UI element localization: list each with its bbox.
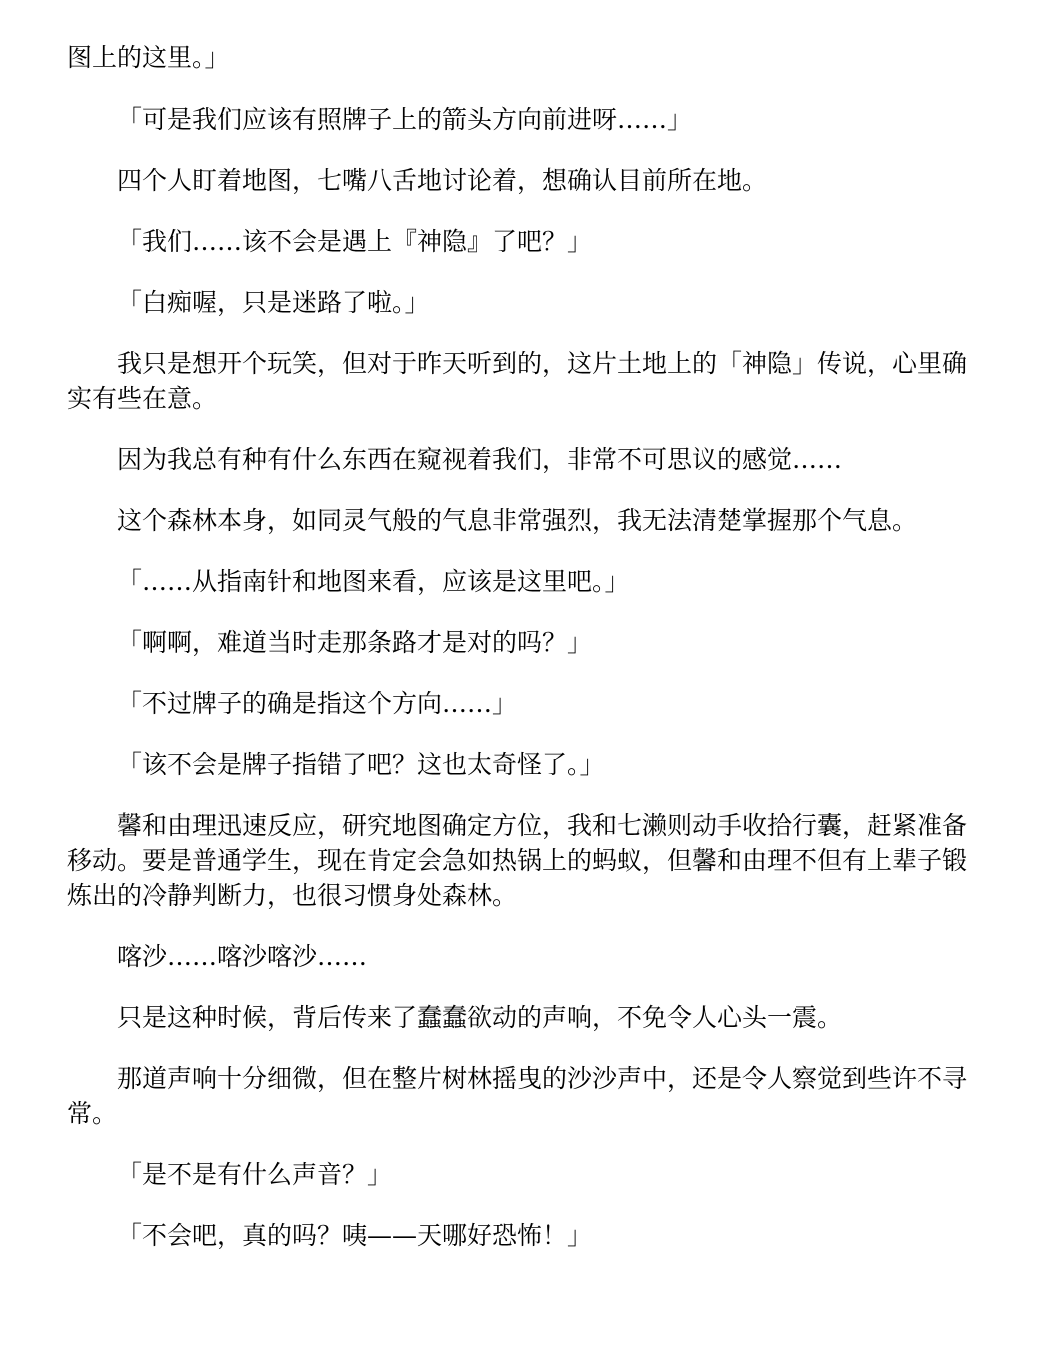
paragraph: 因为我总有种有什么东西在窥视着我们，非常不可思议的感觉…… [117,445,843,474]
paragraph: 「……从指南针和地图来看，应该是这里吧。」 [117,567,630,596]
paragraph: 「可是我们应该有照牌子上的箭头方向前进呀……」 [117,105,693,134]
paragraph: 图上的这里。」 [67,43,230,72]
paragraph: 只是这种时候，背后传来了蠢蠢欲动的声响，不免令人心头一震。 [117,1003,843,1032]
paragraph: 「是不是有什么声音？」 [117,1160,393,1189]
paragraph: 「该不会是牌子指错了吧？这也太奇怪了。」 [117,750,605,779]
paragraph: 那道声响十分细微，但在整片树林摇曳的沙沙声中，还是令人察觉到些许不寻常。 [67,1064,968,1128]
paragraph: 「不会吧，真的吗？咦——天哪好恐怖！」 [117,1221,593,1250]
paragraph: 「我们……该不会是遇上『神隐』了吧？」 [117,227,593,256]
paragraph: 喀沙……喀沙喀沙…… [117,942,368,971]
paragraph: 馨和由理迅速反应，研究地图确定方位，我和七濑则动手收拾行囊，赶紧准备移动。要是普通学生，现在肯定会急如热锅上的蚂蚁，但馨和由理不但有上辈子锻炼出的冷静判断力，也很习惯身处森林。 [67,811,968,910]
paragraph: 我只是想开个玩笑，但对于昨天听到的，这片土地上的「神隐」传说，心里确实有些在意。 [67,349,968,413]
paragraph: 「啊啊，难道当时走那条路才是对的吗？」 [117,628,593,657]
paragraph: 「不过牌子的确是指这个方向……」 [117,689,518,718]
paragraph: 「白痴喔，只是迷路了啦。」 [117,288,430,317]
paragraph: 这个森林本身，如同灵气般的气息非常强烈，我无法清楚掌握那个气息。 [117,506,918,535]
paragraph: 四个人盯着地图，七嘴八舌地讨论着，想确认目前所在地。 [117,166,768,195]
